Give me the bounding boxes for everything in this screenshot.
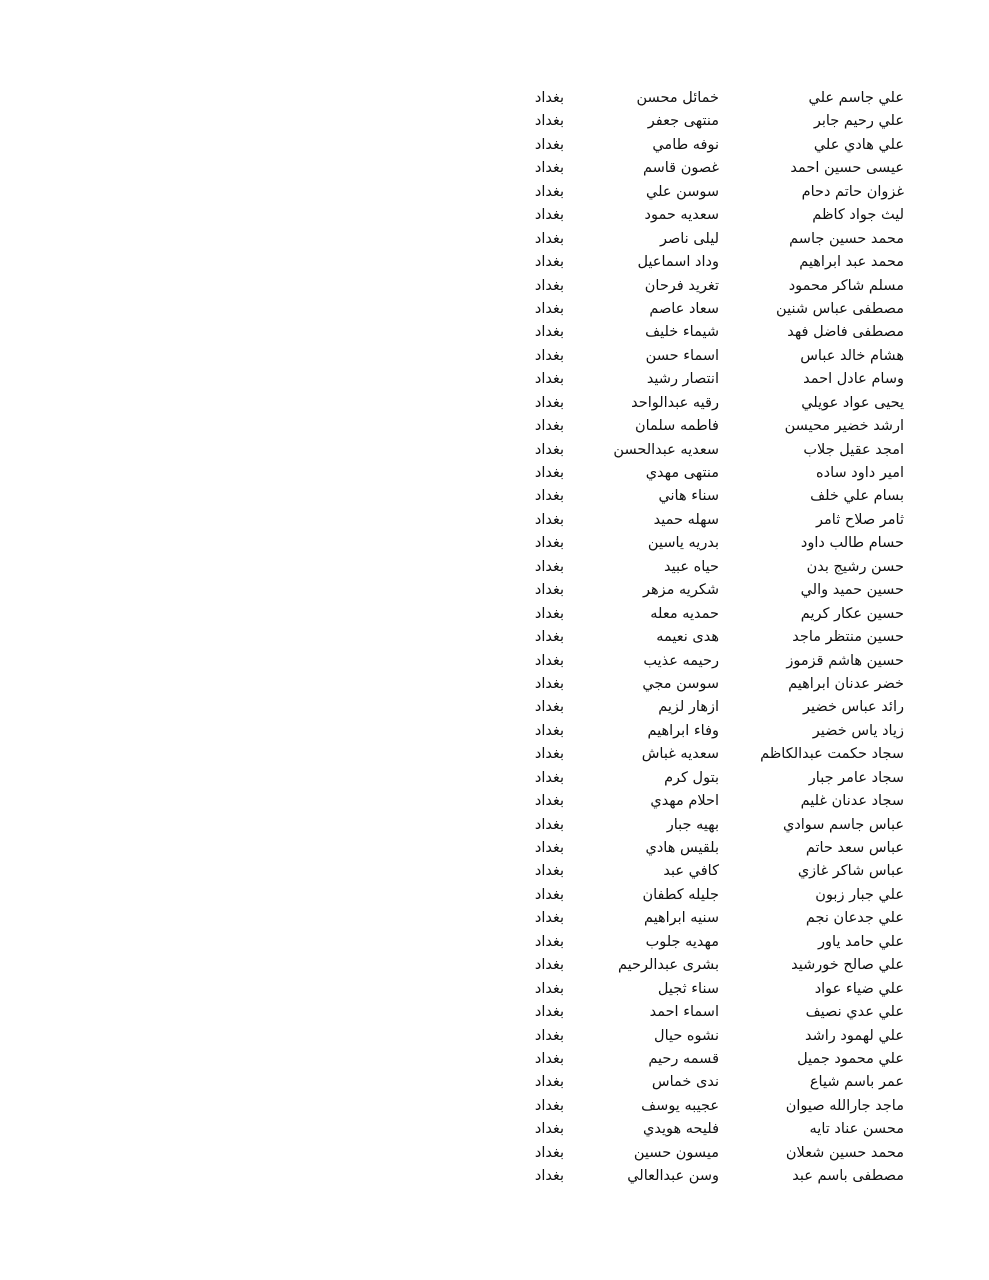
person-name: حسين حميد والي [800,582,904,599]
table-row [0,603,989,626]
table-row [0,556,989,579]
city-name: بغداد [534,863,564,880]
person-name: زياد ياس خضير [812,722,904,739]
person-name: حسن رشيج بدن [806,558,904,575]
mother-name: عجيبه يوسف [641,1097,719,1114]
table-row [0,650,989,673]
mother-name: سوسن مجي [642,675,719,692]
mother-name: تغريد فرحان [644,277,719,294]
table-row [0,228,989,251]
person-name: عباس شاكر غازي [797,863,904,880]
city-name: بغداد [534,1168,564,1185]
city-name: بغداد [534,465,564,481]
mother-name: وسن عبدالعالي [627,1168,719,1185]
table-row [0,415,989,438]
city-name: بغداد [534,699,564,716]
mother-name: اسماء احمد [649,1004,719,1021]
city-name: بغداد [534,300,564,317]
person-name: امير داود ساده [816,465,904,481]
mother-name: خمائل محسن [636,90,719,106]
table-row [0,696,989,719]
mother-name: منتهى مهدي [645,465,719,481]
table-row [0,837,989,860]
city-name: بغداد [534,371,564,388]
table-row [0,392,989,415]
mother-name: نشوه حيال [654,1027,719,1044]
mother-name: رحيمه عذيب [643,652,719,669]
person-name: ليث جواد كاظم [812,207,904,224]
table-row [0,1071,989,1094]
person-name: حسام طالب داود [800,535,904,552]
city-name: بغداد [534,277,564,294]
person-name: مسلم شاكر محمود [788,277,904,294]
city-name: بغداد [534,558,564,575]
person-name: ماجد جارالله صيوان [785,1097,904,1114]
table-row [0,87,989,110]
table-row [0,485,989,508]
table-row [0,1118,989,1141]
table-row [0,157,989,180]
city-name: بغداد [534,980,564,997]
mother-name: غصون قاسم [642,160,719,177]
table-row [0,368,989,391]
person-name: عباس جاسم سوادي [782,816,904,833]
city-name: بغداد [534,136,564,153]
mother-name: شكريه مزهر [643,582,719,599]
table-row [0,1001,989,1024]
table-row [0,931,989,954]
person-name: بسام علي خلف [810,488,904,505]
mother-name: فليحه هويدي [643,1121,719,1138]
mother-name: بتول كرم [664,769,719,786]
person-name: علي جاسم علي [808,90,904,106]
mother-name: حمديه معله [650,605,719,622]
person-name: علي حامد ياور [818,933,904,950]
table-row [0,298,989,321]
city-name: بغداد [534,816,564,833]
person-name: علي عدي نصيف [805,1004,904,1021]
person-name: محمد عبد ابراهيم [799,254,904,271]
mother-name: هدى نعيمه [656,629,719,646]
city-name: بغداد [534,605,564,622]
table-row [0,181,989,204]
person-name: عباس سعد حاتم [805,840,904,856]
table-row [0,673,989,696]
person-name: محمد حسين جاسم [789,230,904,247]
mother-name: سهله حميد [653,511,719,528]
person-name: علي صالح خورشيد [791,957,904,974]
city-name: بغداد [534,230,564,247]
table-row [0,1095,989,1118]
mother-name: بدريه ياسين [647,535,719,552]
table-row [0,321,989,344]
person-name: عمر باسم شياع [809,1074,904,1091]
person-name: هشام خالد عباس [800,347,904,364]
table-row [0,860,989,883]
city-name: بغداد [534,347,564,364]
table-row [0,345,989,368]
table-row [0,439,989,462]
city-name: بغداد [534,160,564,177]
mother-name: فاطمه سلمان [634,418,719,435]
mother-name: ميسون حسين [633,1144,719,1161]
mother-name: بلقيس هادي [645,840,719,856]
table-row [0,743,989,766]
mother-name: احلام مهدي [650,793,719,810]
person-name: علي رحيم جابر [813,113,904,130]
person-name: علي ضياء عواد [814,980,904,997]
city-name: بغداد [534,254,564,271]
table-row [0,462,989,485]
city-name: بغداد [534,793,564,810]
mother-name: نوفه طامي [652,136,719,153]
mother-name: سوسن علي [646,183,719,200]
name-list [0,87,989,1189]
city-name: بغداد [534,722,564,739]
table-row [0,767,989,790]
table-row [0,509,989,532]
table-row [0,954,989,977]
table-row [0,579,989,602]
mother-name: انتصار رشيد [646,371,719,388]
city-name: بغداد [534,582,564,599]
mother-name: ليلى ناصر [659,230,719,247]
city-name: بغداد [534,1050,564,1067]
city-name: بغداد [534,746,564,763]
person-name: غزوان حاتم دحام [801,183,904,200]
person-name: رائد عباس خضير [803,699,904,716]
table-row [0,1048,989,1071]
person-name: عيسى حسين احمد [790,160,904,177]
mother-name: مهديه جلوب [645,933,719,950]
city-name: بغداد [534,769,564,786]
table-row [0,720,989,743]
person-name: حسين هاشم قزموز [786,652,904,669]
table-row [0,110,989,133]
table-row [0,626,989,649]
city-name: بغداد [534,441,564,458]
city-name: بغداد [534,113,564,130]
table-row [0,275,989,298]
city-name: بغداد [534,910,564,927]
city-name: بغداد [534,488,564,505]
person-name: امجد عقيل جلاب [803,441,904,458]
mother-name: حياه عبيد [664,558,719,575]
mother-name: سنيه ابراهيم [643,910,719,927]
person-name: ارشد خضير محيسن [784,418,904,435]
mother-name: سعديه غباش [641,746,719,763]
person-name: وسام عادل احمد [803,371,904,388]
table-row [0,978,989,1001]
city-name: بغداد [534,183,564,200]
mother-name: سعديه عبدالحسن [613,441,719,458]
table-row [0,532,989,555]
table-row [0,907,989,930]
city-name: بغداد [534,511,564,528]
city-name: بغداد [534,886,564,903]
mother-name: بهيه جبار [666,816,719,833]
table-row [0,790,989,813]
person-name: علي لهمود راشد [805,1027,904,1044]
mother-name: سعديه حمود [644,207,719,224]
city-name: بغداد [534,652,564,669]
person-name: مصطفى باسم عبد [792,1168,904,1185]
city-name: بغداد [534,1074,564,1091]
person-name: ثامر صلاح ثامر [816,511,904,528]
mother-name: منتهى جعفر [647,113,719,130]
city-name: بغداد [534,1004,564,1021]
mother-name: سعاد عاصم [649,300,719,317]
table-row [0,251,989,274]
person-name: علي جبار زبون [815,886,904,903]
mother-name: وداد اسماعيل [637,254,719,271]
city-name: بغداد [534,90,564,106]
person-name: سجاد حكمت عبدالكاظم [760,746,904,763]
city-name: بغداد [534,535,564,552]
city-name: بغداد [534,1144,564,1161]
city-name: بغداد [534,1027,564,1044]
city-name: بغداد [534,324,564,341]
mother-name: وفاء ابراهيم [647,722,719,739]
city-name: بغداد [534,675,564,692]
city-name: بغداد [534,418,564,435]
mother-name: ازهار لزيم [658,699,719,716]
person-name: خضر عدنان ابراهيم [788,675,904,692]
person-name: محمد حسين شعلان [785,1144,904,1161]
mother-name: سناء هاني [658,488,719,505]
person-name: مصطفى عباس شنين [776,300,904,317]
person-name: سجاد عدنان غليم [800,793,904,810]
table-row [0,1142,989,1165]
person-name: يحيى عواد عويلي [801,394,904,411]
city-name: بغداد [534,629,564,646]
mother-name: اسماء حسن [645,347,719,364]
city-name: بغداد [534,957,564,974]
table-row [0,814,989,837]
table-row [0,134,989,157]
city-name: بغداد [534,207,564,224]
person-name: سجاد عامر جبار [808,769,904,786]
mother-name: جليله كطفان [642,886,719,903]
mother-name: ندى خماس [651,1074,719,1091]
person-name: حسين عكار كريم [800,605,904,622]
person-name: محسن عناد تايه [809,1121,904,1138]
mother-name: سناء ثجيل [657,980,719,997]
city-name: بغداد [534,1121,564,1138]
person-name: علي هادي علي [813,136,904,153]
person-name: علي جدعان نجم [805,910,904,927]
person-name: حسين منتظر ماجد [792,629,904,646]
mother-name: رقيه عبدالواحد [631,394,719,411]
table-row [0,1165,989,1188]
mother-name: قسمه رحيم [648,1050,719,1067]
city-name: بغداد [534,1097,564,1114]
mother-name: كافي عبد [663,863,719,880]
city-name: بغداد [534,840,564,856]
person-name: علي محمود جميل [797,1050,904,1067]
table-row [0,1025,989,1048]
mother-name: شيماء خليف [645,324,719,341]
person-name: مصطفى فاضل فهد [787,324,904,341]
table-row [0,204,989,227]
table-row [0,884,989,907]
mother-name: بشرى عبدالرحيم [617,957,719,974]
city-name: بغداد [534,933,564,950]
city-name: بغداد [534,394,564,411]
